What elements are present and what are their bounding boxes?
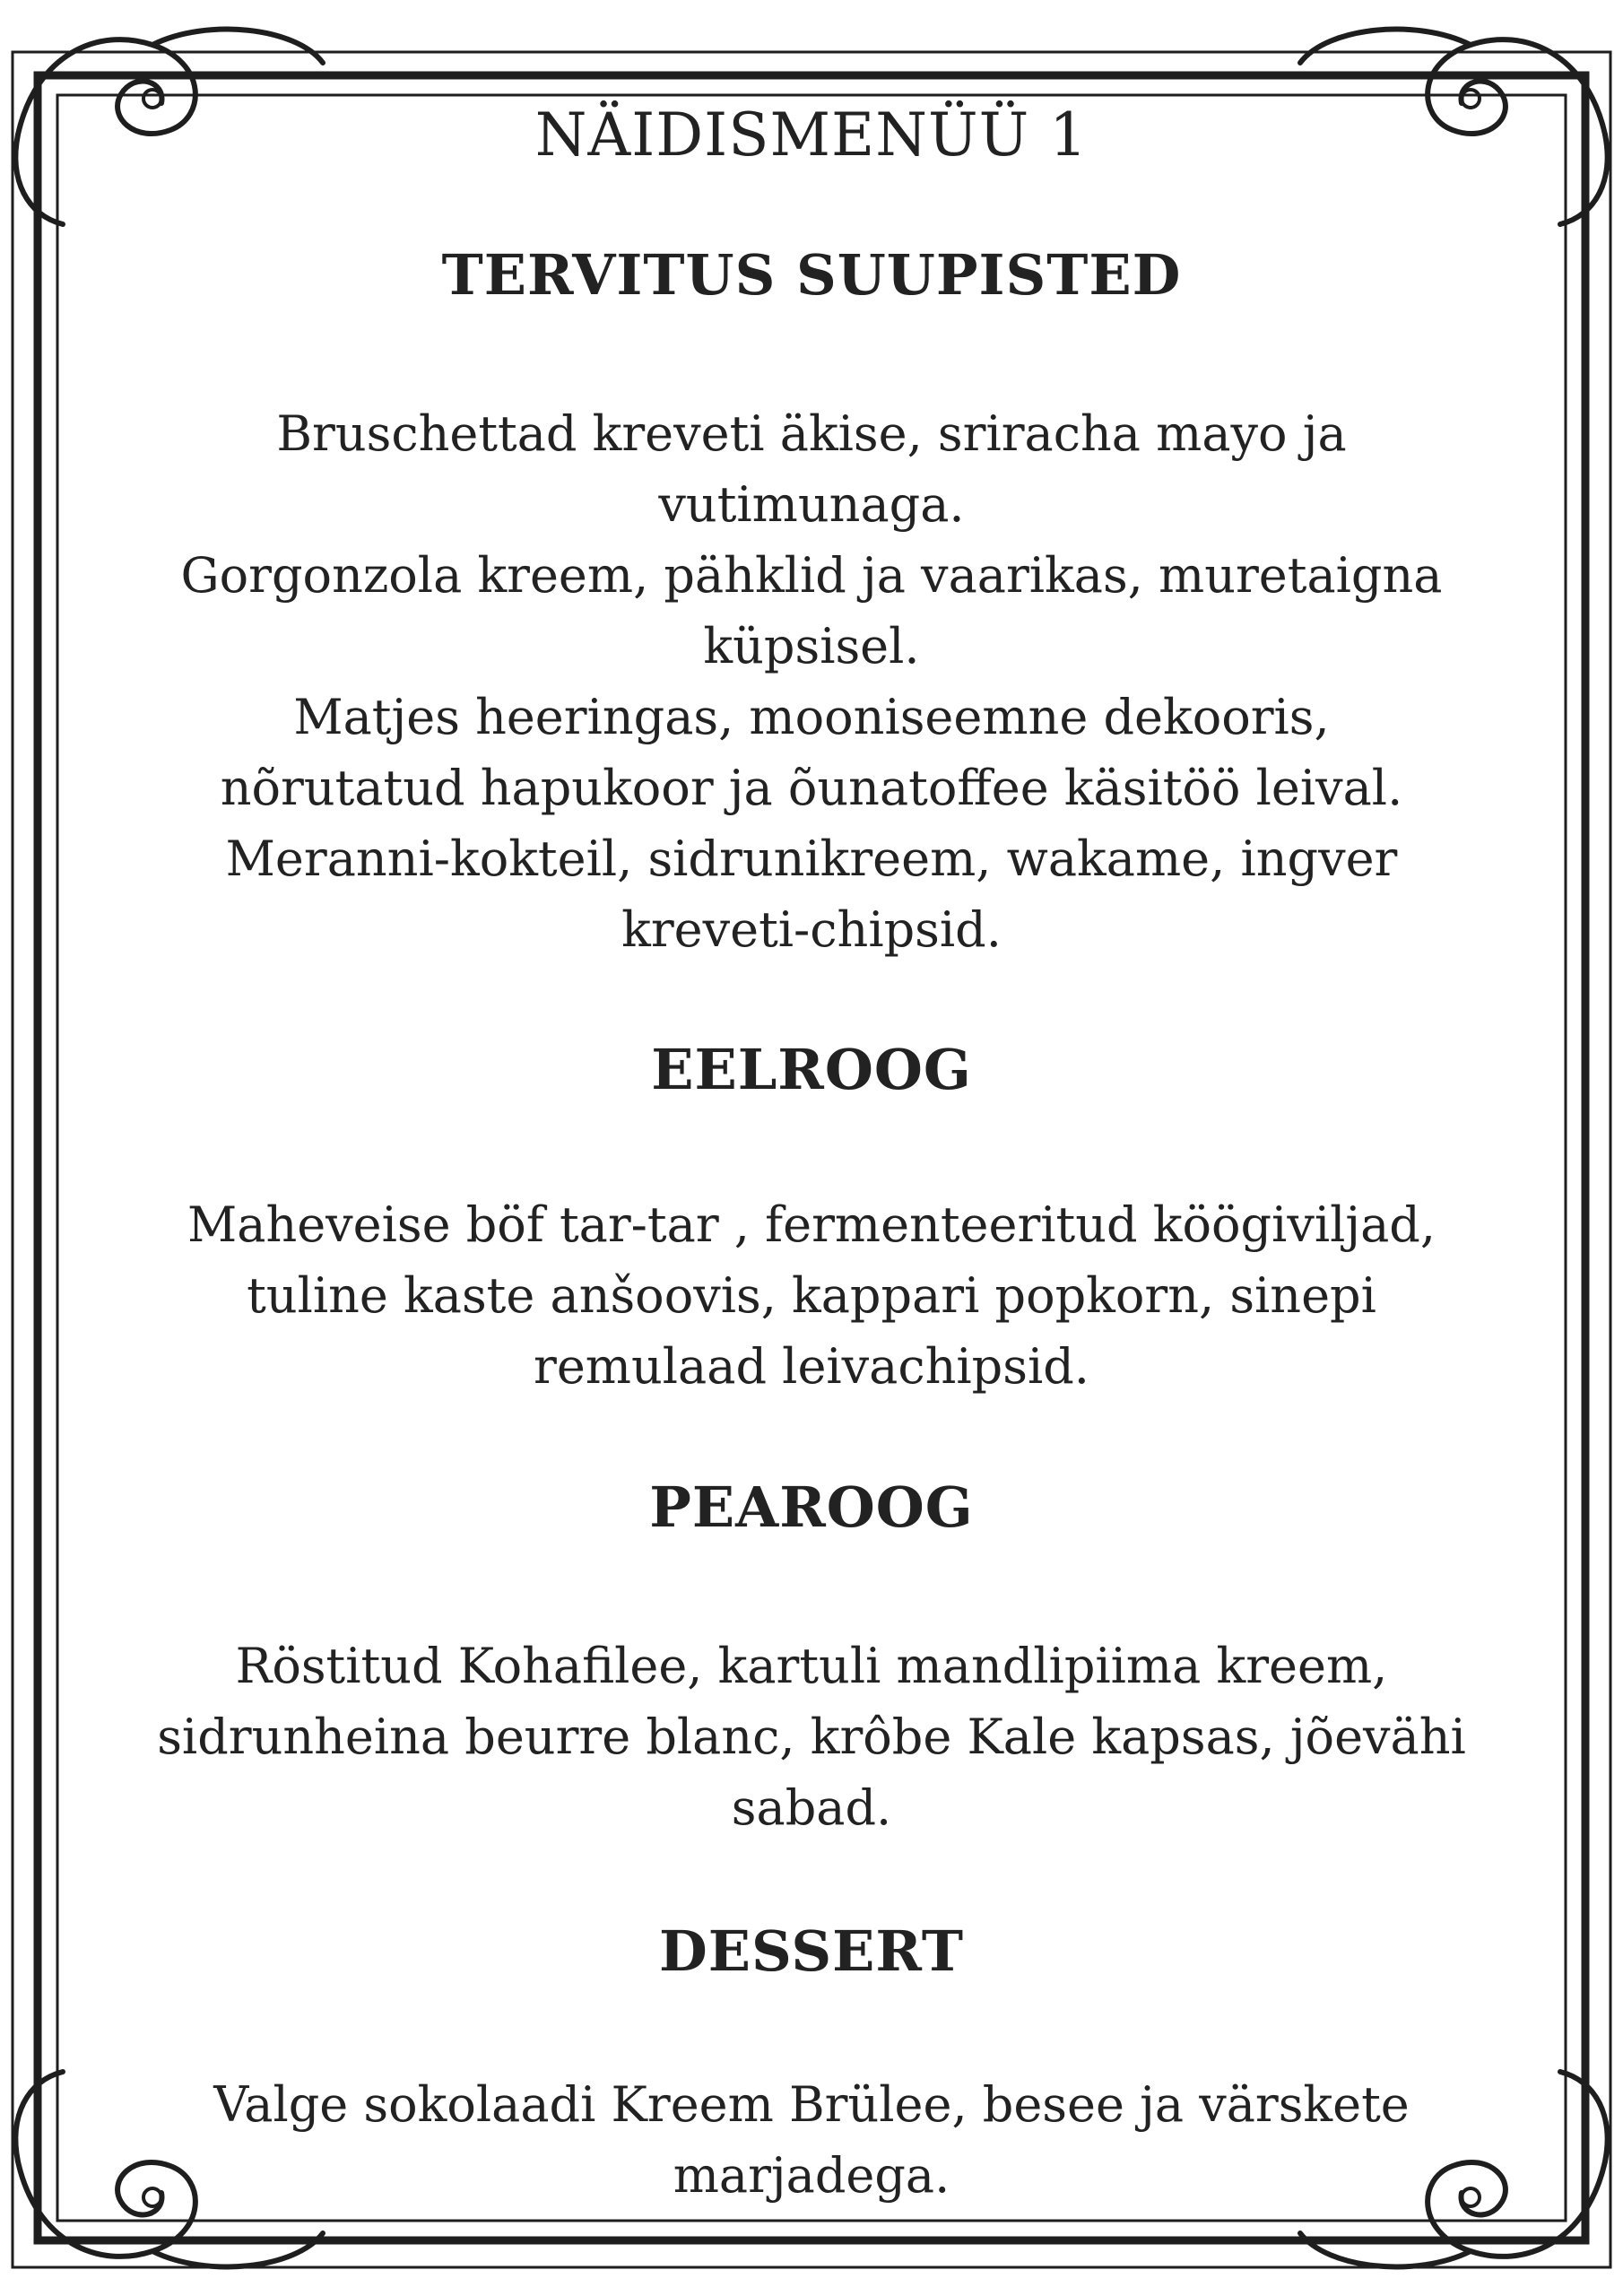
dish-item: Röstitud Kohafilee, kartuli mandlipiima kreem, sidrunheina beurre blanc, krôbe Kale kapsas, jõevähi sabad. — [157, 1638, 1466, 1836]
dish-item: Gorgonzola kreem, pähklid ja vaarikas, muretaigna küpsisel. — [180, 547, 1443, 674]
dish-item: Valge sokolaadi Kreem Brülee, besee ja värskete marjadega. — [213, 2076, 1410, 2204]
menu-title: NÄIDISMENÜÜ 1 — [534, 100, 1089, 170]
dish-item: Matjes heeringas, mooniseemne dekooris, nõrutatud hapukoor ja õunatoffee käsitöö leival. — [220, 689, 1403, 816]
section-heading-greeting-snacks: TERVITUS SUUPISTED — [441, 242, 1182, 308]
section-heading-starter: EELROOG — [651, 1037, 972, 1102]
section-heading-main-course: PEAROOG — [649, 1474, 974, 1540]
dish-item: Maheveise böf tar-tar , fermenteeritud köögiviljad, tuline kaste anšoovis, kappari popkorn, sinepi remulaad leivachipsid. — [187, 1196, 1436, 1395]
dish-list-starter — [135, 1189, 1488, 1402]
dish-list-dessert — [135, 2069, 1488, 2211]
dish-list-greeting-snacks — [135, 398, 1488, 965]
dish-item: Bruschettad kreveti äkise, sriracha mayo ja vutimunaga. — [276, 405, 1347, 533]
menu-page — [135, 0, 1488, 2296]
dish-list-main-course — [135, 1631, 1488, 1843]
dish-item: Meranni-kokteil, sidrunikreem, wakame, ingver kreveti-chipsid. — [225, 831, 1398, 958]
section-heading-dessert: DESSERT — [658, 1918, 965, 1984]
